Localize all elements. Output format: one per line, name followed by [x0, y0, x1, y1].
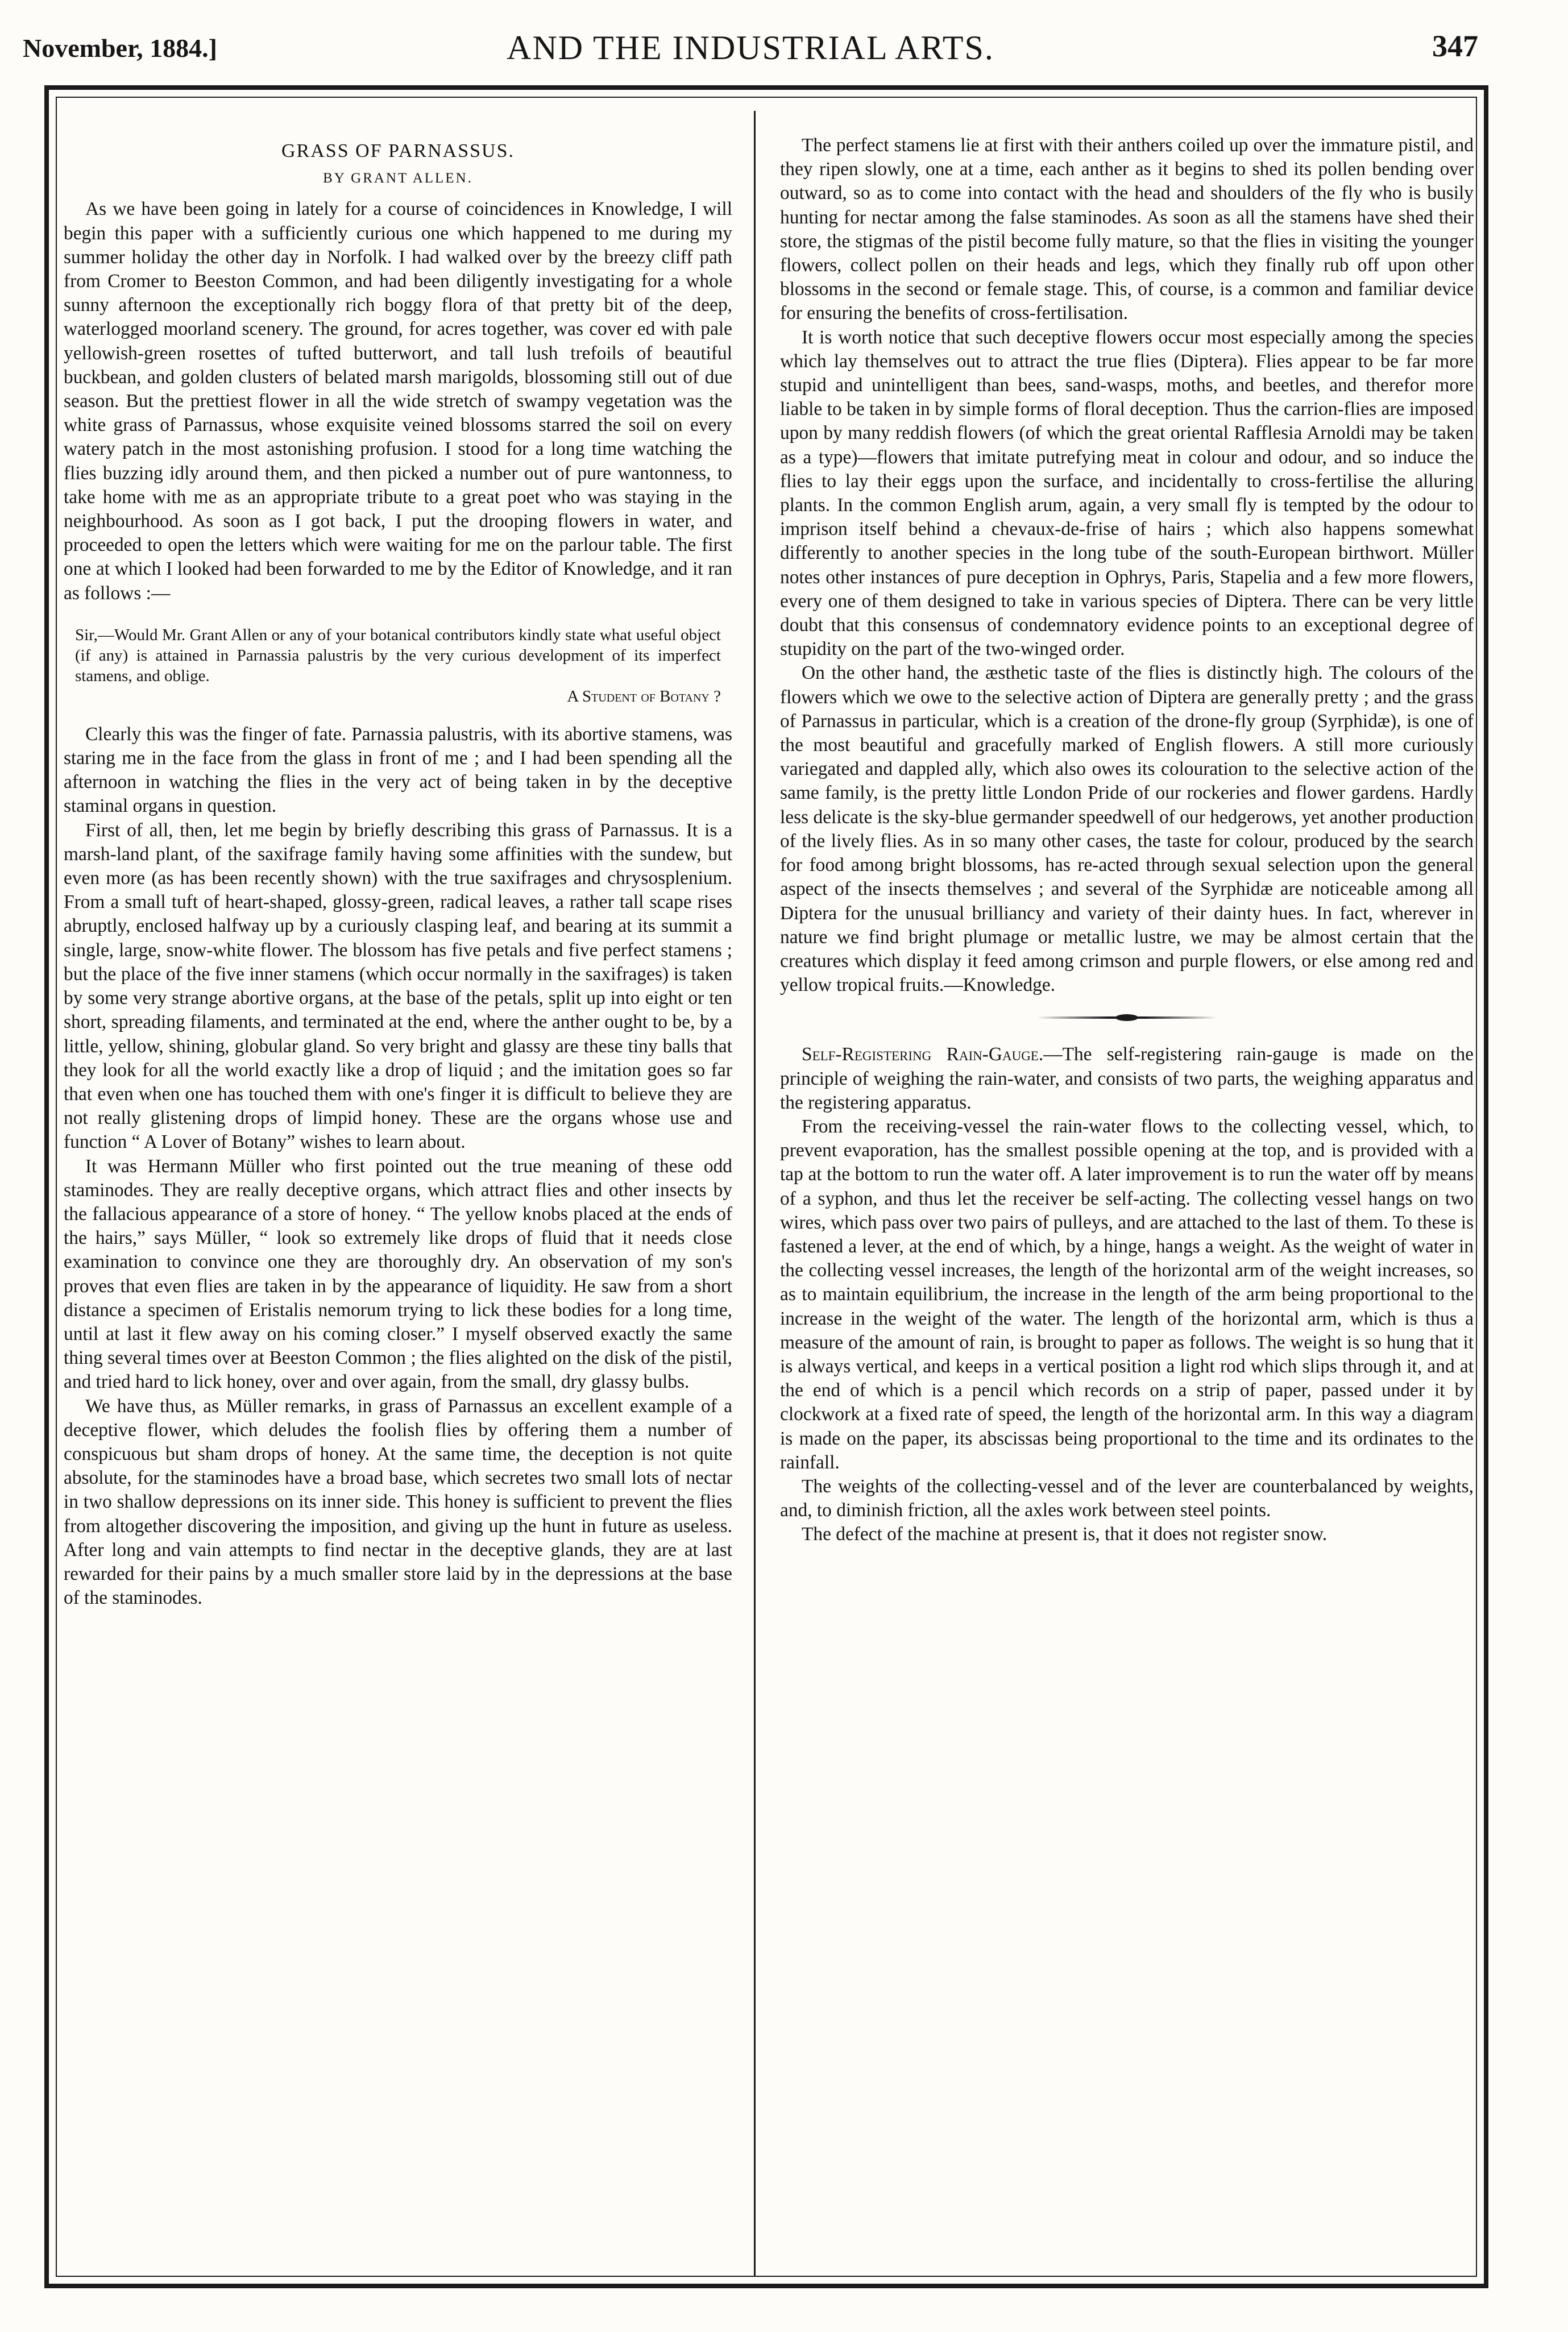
section-divider — [1036, 1012, 1218, 1023]
paragraph: The weights of the collecting-vessel and of the lever are counterbalanced by weights, and, to diminish friction, all the axles work between steel points. — [780, 1475, 1474, 1521]
left-column — [64, 134, 732, 1610]
paragraph: It was Hermann Müller who first pointed out the true meaning of these odd staminodes. They are really deceptive organs, which attract flies and other insects by the fallacious appearance of a store of honey. “ The yellow knobs placed at the ends of the hairs,” says Müller, “ look so extremely like drops of fluid that it needs close examination to convince one they are thoroughly dry. An observation of my son's proves that even flies are taken in by the appearance of liquidity. He saw from a short distance a specimen of Eristalis nemorum trying to lick these bodies for a long time, until at last it flew away on his coming closer.” I myself observed exactly the same thing several times over at Beeston Common ; the flies alighted on the disk of the pistil, and tried hard to lick honey, over and over again, from the small, dry glassy bulbs. — [64, 1155, 732, 1393]
paragraph: As we have been going in lately for a course of coincidences in Knowledge, I will begin this paper with a sufficiently curious one which happened to me during my summer holiday the other day in Norfolk. I had walked over by the breezy cliff path from Cromer to Beeston Common, and had been diligently investigating for a whole sunny afternoon the exceptionally rich boggy flora of that pretty bit of the deep, waterlogged moorland scenery. The ground, for acres together, was cover ed with pale yellowish-green rosettes of tufted butterwort, and tall lush trefoils of beautiful buckbean, and golden clusters of belated marsh marigolds, blossoming still out of due season. But the prettiest flower in all the wide stretch of swampy vegetation was the white grass of Parnassus, whose exquisite veined blossoms starred the soil on every watery patch in the most astonishing profusion. I stood for a long time watching the flies buzzing idly around them, and then picked a number out of pure wantonness, to take home with me as an appropriate tribute to a great poet who was staying in the neighbourhood. As soon as I got back, I put the drooping flowers in water, and proceeded to open the letters which were waiting for me on the parlour table. The first one at which I looked had been forwarded to me by the Editor of Knowledge, and it ran as follows :— — [64, 198, 732, 604]
paragraph: From the receiving-vessel the rain-water flows to the collecting vessel, which, to prevent evaporation, has the smallest possible opening at the top, and is provided with a tap at the bottom to run the water off. A later improvement is to run the water off by means of a syphon, and thus let the receiver be self-acting. The collecting vessel hangs on two wires, which pass over two pairs of pulleys, and are attached to the last of them. To these is fastened a lever, at the end of which, by a hinge, hangs a weight. As the weight of water in the collecting vessel increases, the length of the horizontal arm of the weight increases, so as to maintain equilibrium, the increase in the length of the arm being proportional to the increase in the weight of the water. The length of the horizontal arm, which is thus a measure of the amount of rain, is brought to paper as follows. The weight is so hung that it is always vertical, and keeps in a vertical position a light rod which slips through it, and at the end of which is a pencil which records on a strip of paper, passed under it by clockwork at a fixed rate of speed, the length of the horizontal arm. In this way a diagram is made on the paper, its abscissas being proportional to the time and its ordinates to the rainfall. — [780, 1115, 1474, 1473]
issue-date: November, 1884.] — [23, 34, 217, 63]
article-byline: BY GRANT ALLEN. — [323, 171, 473, 186]
paragraph: On the other hand, the æsthetic taste of the flies is distinctly high. The colours of the flowers which we owe to the selective action of Diptera are generally pretty ; and the grass of Parnassus in particular, which is a creation of the drone-fly group (Syrphidæ), is one of the most beautiful and gracefully marked of English flowers. A still more curiously variegated and dappled ally, which also owes its colouration to the selective action of the same family, is the pretty little London Pride of our rockeries and flower gardens. Hardly less delicate is the sky-blue germander speedwell of our hedgerows, yet another production of the lively flies. As in so many other cases, the taste for colour, produced by the search for food among bright blossoms, has re-acted through sexual selection upon the general aspect of the insects themselves ; and several of the Syrphidæ are noticeable among all Diptera for the unusual brilliancy and variety of their dainty hues. In fact, wherever in nature we find bright plumage or metallic lustre, we may be almost certain that the creatures which display it feed among crimson and purple flowers, or else among red and yellow tropical fruits.—Knowledge. — [780, 662, 1474, 996]
letter-signature: A Student of Botany ? — [567, 687, 721, 706]
paragraph: First of all, then, let me begin by briefly describing this grass of Parnassus. It is a marsh-land plant, of the saxifrage family having some affinities with the sundew, but even more (as has been recently shown) with the true saxifrages and chrysosplenium. From a small tuft of heart-shaped, glossy-green, radical leaves, a rather tall scape rises abruptly, enclosed halfway up by a curiously clasping leaf, and bearing at its summit a single, large, snow-white flower. The blossom has five petals and five perfect stamens ; but the place of the five inner stamens (which occur normally in the saxifrages) is taken by some very strange abortive organs, at the base of the petals, split up into eight or ten short, spreading filaments, and terminated at the end, where the anther ought to be, by a little, yellow, shining, globular gland. So very bright and glassy are these tiny balls that they look for all the world exactly like a drop of liquid ; and the imitation goes so far that even when one has touched them with one's finger it is difficult to believe they are not really glistening drops of limpid honey. These are the organs whose use and function “ A Lover of Botany” wishes to learn about. — [64, 819, 732, 1153]
paragraph: The defect of the machine at present is, that it does not register snow. — [802, 1524, 1328, 1545]
running-title: AND THE INDUSTRIAL ARTS. — [507, 29, 994, 67]
paragraph: The perfect stamens lie at first with their anthers coiled up over the immature pistil, and they ripen slowly, one at a time, each anther as it begins to shed its pollen bending over outward, so as to come into contact with the head and shoulders of the fly who is busily hunting for nectar among the false staminodes. As soon as all the stamens have shed their store, the stigmas of the pistil become fully mature, so that the flies in visiting the younger flowers, collect pollen on their heads and legs, which they finally rub off upon other blossoms in the second or female stage. This, of course, is a common and familiar device for ensuring the benefits of cross-fertilisation. — [780, 135, 1474, 324]
paragraph: It is worth notice that such deceptive flowers occur most especially among the species which lay themselves out to attract the true flies (Diptera). Flies appear to be far more stupid and unintelligent than bees, sand-wasps, moths, and beetles, and therefor more liable to be taken in by simple forms of floral deception. Thus the carrion-flies are imposed upon by many reddish flowers (of which the great oriental Rafflesia Arnoldi may be taken as a type)—flowers that imitate putrefying meat in colour and odour, and so induce the flies to lay their eggs upon the surface, and incidentally to cross-fertilise the alluring plants. In the common English arum, again, a very small fly is tempted by the odour to imprison itself behind a chevaux-de-frise of hairs ; which also happens somewhat differently to another species in the long tube of the south-European birthwort. Müller notes other instances of pure deception in Ophrys, Paris, Stapelia and a few more flowers, every one of them designed to take in various species of Diptera. There can be very little doubt that this consensus of condemnatory evidence points to an exceptional degree of stupidity on the part of the two-winged order. — [780, 326, 1474, 660]
page-number: 347 — [1432, 29, 1478, 63]
page-header — [23, 23, 1478, 85]
reader-letter — [75, 625, 721, 707]
paragraph — [780, 1043, 1474, 1115]
letter-text: Sir,—Would Mr. Grant Allen or any of your botanical contributors kindly state what useful object (if any) is attained in Parnassia palustris by the very curious development of its imperfect stamens, and oblige. — [75, 625, 721, 685]
article-heading: Self-Registering Rain-Gauge. — [802, 1044, 1044, 1065]
paragraph-text: —The self-registering rain-gauge is made on the principle of weighing the rain-water, and consists of two parts, the weighing apparatus and the registering apparatus. — [780, 1044, 1474, 1113]
right-column — [780, 134, 1474, 1547]
paragraph: Clearly this was the finger of fate. Parnassia palustris, with its abortive stamens, was staring me in the face from the glass in front of me ; and I had been spending all the afternoon in watching the flies in the very act of being taken in by the deceptive staminal organs in question. — [64, 723, 732, 817]
article-title: GRASS OF PARNASSUS. — [281, 140, 515, 161]
column-rule — [754, 111, 756, 2277]
paragraph: We have thus, as Müller remarks, in grass of Parnassus an excellent example of a deceptive flower, which deludes the foolish flies by offering them a number of conspicuous but sham drops of honey. At the same time, the deception is not quite absolute, for the staminodes have a broad base, which secretes two small lots of nectar in two shallow depressions on its inner side. This honey is sufficient to prevent the flies from altogether discovering the imposition, and giving up the hunt in future as useless. After long and vain attempts to find nectar in the deceptive glands, they are at last rewarded for their pains by a much smaller store laid by in the depressions at the base of the staminodes. — [64, 1395, 732, 1609]
